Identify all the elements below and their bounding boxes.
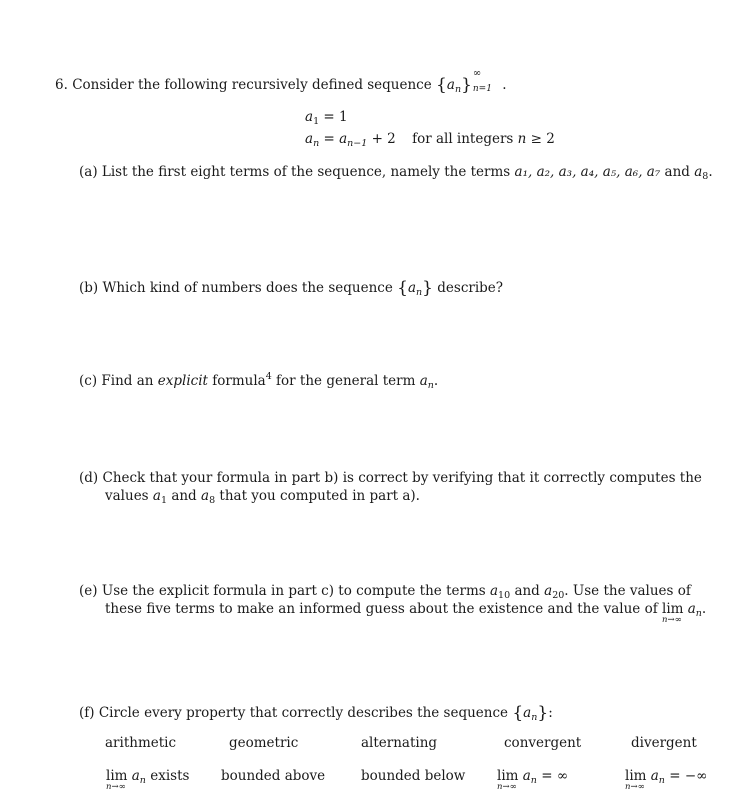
option-bounded-above[interactable]: bounded above [221, 768, 326, 784]
option-convergent[interactable]: convergent [504, 735, 582, 751]
limit-expression [662, 601, 684, 625]
part-e-line1-start: Use the explicit formula in part c) to compute the terms [101, 583, 486, 599]
part-e-line2-text: these five terms to make an informed guess about the existence and the value of [105, 601, 658, 617]
lim-under: n→∞ [662, 615, 682, 625]
part-f-sub: n [531, 712, 538, 723]
part-c-var: a [419, 373, 428, 389]
option-geometric[interactable]: geometric [229, 735, 299, 751]
part-d-line2-mid: and [171, 488, 197, 504]
intro-end: . [502, 77, 507, 93]
left-brace: { [397, 278, 408, 298]
right-brace: } [537, 703, 549, 723]
rule-lhs-var: a [305, 131, 314, 147]
option-limit-negative-infinity[interactable] [625, 768, 708, 792]
seq-var: a [446, 77, 455, 93]
part-b-text: Which kind of numbers does the sequence [102, 280, 393, 296]
part-e-line1-end: . Use the values of [564, 583, 691, 599]
footnote-marker: 4 [265, 371, 272, 382]
part-a-terms: a₁, a₂, a₃, a₄, a₅, a₆, a₇ [514, 164, 661, 180]
option-arithmetic[interactable]: arithmetic [105, 735, 177, 751]
part-e-label: (e) [79, 583, 98, 599]
part-a-last-var: a [694, 164, 703, 180]
part-f-end: : [548, 705, 553, 721]
problem-intro: Consider the following recursively defined sequence [72, 77, 432, 93]
part-c [79, 371, 439, 391]
part-c-label: (c) [79, 373, 98, 389]
part-a [79, 166, 713, 180]
part-b-var: a [407, 280, 417, 296]
part-c-sub: n [427, 380, 434, 391]
seq-lower: n=1 [472, 84, 492, 94]
option-limit-positive-infinity[interactable] [497, 768, 569, 792]
part-d-line2-start: values [105, 488, 149, 504]
rule-plus: + 2 [371, 131, 396, 147]
part-f [79, 704, 553, 721]
option-limit-exists[interactable] [106, 768, 190, 792]
lim-var: a [131, 768, 140, 784]
part-f-label: (f) [79, 705, 95, 721]
part-c-end: . [433, 373, 439, 389]
lim-word: lim [625, 768, 647, 784]
option-bounded-below[interactable]: bounded below [361, 768, 466, 784]
base-case [305, 111, 348, 125]
lim-under: n→∞ [625, 782, 645, 792]
part-d-text-1: Check that your formula in part b) is correct by verifying that it correctly computes the [102, 470, 702, 486]
rule-condition: for all integers [412, 131, 514, 147]
left-brace: { [436, 75, 447, 95]
part-d-line2 [105, 490, 420, 504]
seq-sup: ∞ [472, 68, 482, 79]
part-c-text-before: Find an [101, 373, 154, 389]
lim-sub: n [530, 775, 537, 786]
part-b-sub: n [416, 287, 423, 298]
right-brace: } [422, 278, 433, 298]
lim-var: a [650, 768, 659, 784]
part-e-lim-var: a [687, 601, 696, 617]
lim-var: a [522, 768, 531, 784]
base-sub: 1 [313, 116, 320, 127]
part-e-end: . [701, 601, 707, 617]
part-a-end: . [708, 164, 713, 180]
part-a-label: (a) [79, 164, 98, 180]
part-d-line2-end: that you computed in part a). [219, 488, 420, 504]
rule-rhs-var: a [339, 131, 348, 147]
part-e-lim-sub: n [695, 608, 702, 619]
part-e-t1-sub: 10 [498, 590, 511, 601]
part-b-label: (b) [79, 280, 99, 296]
part-a-text: List the first eight terms of the sequence, namely the terms [101, 164, 511, 180]
lim-rhs: = −∞ [669, 768, 708, 784]
problem-statement [55, 68, 507, 95]
lim-word: lim [497, 768, 519, 784]
problem-number: 6. [55, 77, 68, 93]
limit-expression [497, 768, 519, 792]
part-c-text-end: for the general term [276, 373, 416, 389]
part-e-line1-and: and [514, 583, 540, 599]
lim-sub: n [658, 775, 665, 786]
seq-sub: n [454, 84, 462, 95]
part-d-v1-sub: 1 [160, 495, 168, 506]
limit-expression [106, 768, 128, 792]
part-b-end: describe? [437, 280, 504, 296]
part-b [79, 279, 503, 296]
part-d-line1 [79, 472, 702, 486]
part-a-and: and [664, 164, 690, 180]
part-c-text-after: formula [212, 373, 266, 389]
base-rhs: = 1 [323, 109, 348, 125]
lim-word: lim [662, 601, 684, 617]
rule-eq: = [323, 131, 335, 147]
lim-word: lim [106, 768, 128, 784]
part-f-var: a [523, 705, 532, 721]
part-e-t2-var: a [544, 583, 553, 599]
lim-exists-text: exists [150, 768, 190, 784]
part-a-last-sub: 8 [702, 171, 709, 182]
left-brace: { [512, 703, 524, 723]
part-d-v2-var: a [201, 488, 210, 504]
part-d-v2-sub: 8 [209, 495, 216, 506]
rule-lhs-sub: n [313, 138, 320, 149]
limit-expression [625, 768, 647, 792]
part-e-t1-var: a [489, 583, 499, 599]
lim-under: n→∞ [106, 782, 126, 792]
part-e-line2 [105, 601, 707, 625]
seq-limits [472, 68, 498, 94]
option-alternating[interactable]: alternating [361, 735, 438, 751]
part-d-v1-var: a [152, 488, 161, 504]
lim-under: n→∞ [497, 782, 517, 792]
recurrence-rule [305, 133, 555, 147]
rule-cond-var: n [517, 131, 527, 147]
lim-sub: n [139, 775, 146, 786]
base-var: a [305, 109, 314, 125]
rule-cond-rest: ≥ 2 [530, 131, 555, 147]
part-f-text: Circle every property that correctly describes the sequence [98, 705, 509, 721]
part-d-label: (d) [79, 470, 99, 486]
part-e-t2-sub: 20 [552, 590, 565, 601]
lim-rhs: = ∞ [541, 768, 569, 784]
part-e-line1 [79, 585, 691, 599]
part-c-emph: explicit [157, 373, 208, 389]
right-brace: } [461, 75, 472, 95]
rule-rhs-sub: n−1 [347, 138, 368, 149]
option-divergent[interactable]: divergent [631, 735, 697, 751]
